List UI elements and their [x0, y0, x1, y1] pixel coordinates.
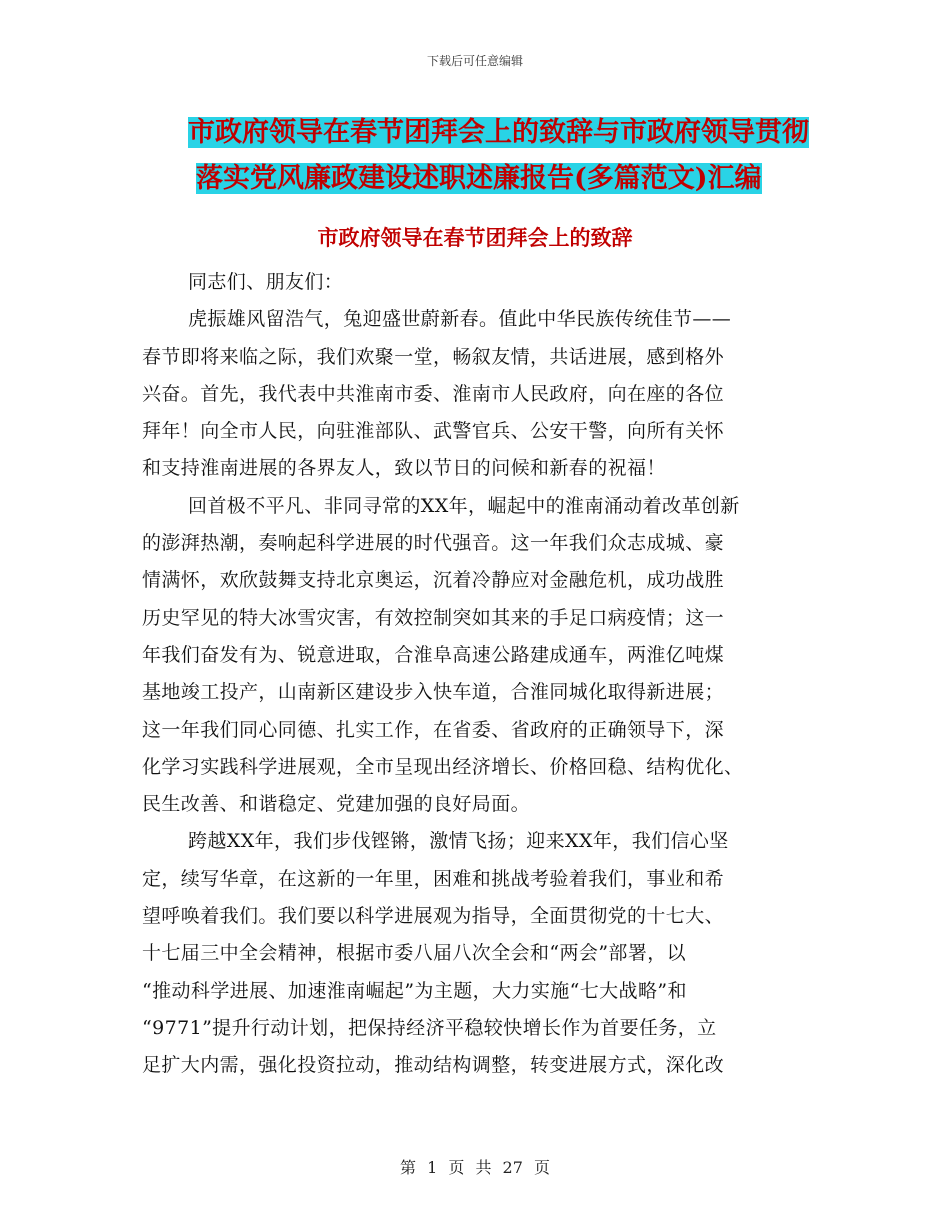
document-title — [188, 110, 828, 202]
text-line: 同志们、朋友们： — [188, 271, 344, 293]
text-line: 历史罕见的特大冰雪灾害，有效控制突如其来的手足口病疫情；这一 — [142, 606, 725, 629]
page-footer: 第 1 页 共 27 页 — [400, 1158, 550, 1177]
text-line: 和支持淮南进展的各界友人，致以节日的问候和新春的祝福！ — [142, 457, 666, 480]
text-line: 定，续写华章，在这新的一年里，困难和挑战考验着我们，事业和希 — [142, 867, 725, 890]
header-note: 下载后可任意编辑 — [426, 54, 523, 68]
title-line-1: 市政府领导在春节团拜会上的致辞与市政府领导贯彻 — [188, 117, 809, 148]
text-line: 民生改善、和谐稳定、党建加强的良好局面。 — [142, 793, 531, 816]
text-line: 春节即将来临之际，我们欢聚一堂，畅叙友情，共话进展，感到格外 — [142, 345, 725, 368]
text-line: 足扩大内需，强化投资拉动，推动结构调整，转变进展方式，深化改 — [142, 1054, 725, 1077]
section-title: 市政府领导在春节团拜会上的致辞 — [317, 225, 633, 250]
text-line: 年我们奋发有为、锐意进取，合淮阜高速公路建成通车，两淮亿吨煤 — [142, 643, 725, 666]
text-line: 跨越XX年，我们步伐铿锵，激情飞扬；迎来XX年，我们信心坚 — [188, 830, 729, 853]
text-line: 拜年！向全市人民，向驻淮部队、武警官兵、公安干警，向所有关怀 — [142, 420, 725, 443]
text-line: “9771”提升行动计划，把保持经济平稳较快增长作为首要任务，立 — [142, 1016, 717, 1039]
text-line: 的澎湃热潮，奏响起科学进展的时代强音。这一年我们众志成城、豪 — [142, 532, 725, 555]
text-line: 情满怀，欢欣鼓舞支持北京奥运，沉着冷静应对金融危机，成功战胜 — [142, 569, 725, 592]
text-line: 化学习实践科学进展观，全市呈现出经济增长、价格回稳、结构优化、 — [142, 755, 744, 778]
text-line: 回首极不平凡、非同寻常的XX年，崛起中的淮南涌动着改革创新 — [188, 494, 740, 517]
title-line-2: 落实党风廉政建设述职述廉报告(多篇范文)汇编 — [196, 163, 762, 194]
text-line: 十七届三中全会精神，根据市委八届八次全会和“两会”部署，以 — [142, 942, 687, 965]
body-text — [142, 264, 812, 1085]
text-line: 这一年我们同心同德、扎实工作，在省委、省政府的正确领导下，深 — [142, 718, 725, 741]
text-line: “推动科学进展、加速淮南崛起”为主题，大力实施“七大战略”和 — [142, 979, 687, 1002]
text-line: 基地竣工投产，山南新区建设步入快车道，合淮同城化取得新进展； — [142, 681, 725, 704]
text-line: 虎振雄风留浩气，兔迎盛世蔚新春。值此中华民族传统佳节—— — [188, 308, 732, 331]
text-line: 兴奋。首先，我代表中共淮南市委、淮南市人民政府，向在座的各位 — [142, 382, 725, 405]
text-line: 望呼唤着我们。我们要以科学进展观为指导，全面贯彻党的十七大、 — [142, 905, 725, 928]
